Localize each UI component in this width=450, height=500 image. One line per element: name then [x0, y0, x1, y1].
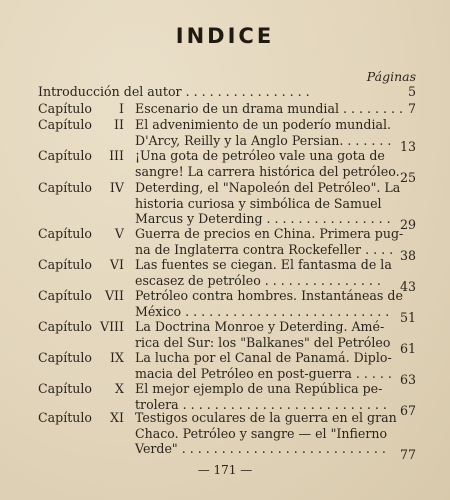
intro-entry-text: Introducción del autor . . . . . . . . . . . . . . . .: [38, 84, 310, 99]
chapter-number: VIII: [99, 319, 124, 334]
chapter-title-line: Escenario de un drama mundial . . . . . . . .: [135, 101, 404, 116]
chapter-number: V: [114, 226, 124, 241]
chapter-title-line: macia del Petróleo en post-guerra . . . . .: [135, 365, 392, 381]
chapter-page-number: 29: [399, 217, 416, 232]
chapter-title-line: Deterding, el "Napoleón del Petróleo". La: [135, 180, 401, 195]
chapter-page-number: 51: [399, 309, 416, 325]
page-number-footer: — 171 —: [197, 463, 253, 477]
chapter-number: I: [119, 101, 124, 116]
chapter-label: Capítulo: [38, 410, 93, 425]
chapter-title-line: Guerra de precios en China. Primera pug-: [135, 226, 404, 241]
chapter-page-number: 61: [399, 340, 416, 356]
chapter-title-line: sangre! La carrera histórica del petróleo. .: [135, 163, 408, 179]
chapter-number: II: [114, 117, 124, 132]
chapter-title-line: Verde" . . . . . . . . . . . . . . . . . . . . . . . . . .: [135, 441, 386, 456]
chapter-title-line: Marcus y Deterding . . . . . . . . . . . . . . . .: [135, 211, 391, 226]
chapter-title-line: ¡Una gota de petróleo vale una gota de: [135, 148, 385, 163]
chapter-label: Capítulo: [38, 180, 93, 195]
chapter-label: Capítulo: [38, 117, 93, 132]
chapter-title-line: La lucha por el Canal de Panamá. Diplo-: [135, 350, 392, 365]
chapter-number: VII: [104, 288, 124, 303]
chapter-page-number: 63: [399, 371, 416, 387]
page-title: INDICE: [175, 24, 275, 48]
chapter-label: Capítulo: [38, 101, 93, 116]
chapter-page-number: 7: [407, 101, 416, 116]
chapter-label: Capítulo: [38, 148, 93, 163]
chapter-page-number: 43: [399, 278, 416, 294]
chapter-title-line: rica del Sur: los "Balkanes" del Petróleo: [135, 334, 391, 350]
chapter-label: Capítulo: [38, 288, 93, 303]
chapter-page-number: 25: [399, 169, 416, 185]
chapter-title-line: Las fuentes se ciegan. El fantasma de la: [135, 257, 392, 272]
chapter-title-line: escasez de petróleo . . . . . . . . . . . . . . .: [135, 272, 381, 288]
chapter-title-line: Chaco. Petróleo y sangre — el "Infierno: [135, 425, 388, 441]
paginas-label: Páginas: [366, 69, 416, 84]
chapter-page-number: 77: [399, 447, 416, 462]
chapter-label: Capítulo: [38, 350, 93, 365]
chapter-number: VI: [109, 257, 124, 272]
chapter-title-line: D'Arcy, Reilly y la Anglo Persian. . . . . . .: [135, 132, 392, 148]
chapter-page-number: 67: [399, 402, 416, 418]
chapter-number: XI: [110, 410, 124, 425]
chapter-label: Capítulo: [38, 257, 93, 272]
chapter-number: III: [109, 148, 124, 163]
chapter-title-line: na de Inglaterra contra Rockefeller . . . .: [135, 241, 394, 257]
chapter-title-line: Petróleo contra hombres. Instantáneas de: [135, 288, 403, 303]
chapter-page-number: 38: [399, 247, 416, 263]
chapter-number: IV: [109, 180, 124, 195]
chapter-label: Capítulo: [38, 319, 93, 334]
chapter-title-line: historia curiosa y simbólica de Samuel: [135, 195, 382, 211]
chapter-number: X: [115, 381, 124, 396]
chapter-label: Capítulo: [38, 381, 93, 396]
chapter-title-line: La Doctrina Monroe y Deterding. Amé-: [135, 319, 385, 334]
chapter-title-line: trolera . . . . . . . . . . . . . . . . . . . . . . . . . .: [135, 396, 387, 412]
chapter-label: Capítulo: [38, 226, 93, 241]
chapter-page-number: 13: [399, 138, 416, 154]
chapter-title-line: México . . . . . . . . . . . . . . . . . . . . . . . . . .: [135, 303, 390, 319]
chapter-title-line: El advenimiento de un poderío mundial.: [135, 117, 392, 132]
chapter-title-line: Testigos oculares de la guerra en el gran: [135, 410, 397, 425]
chapter-title-line: El mejor ejemplo de una República pe-: [135, 381, 383, 396]
intro-entry-page: 5: [407, 84, 416, 99]
chapter-number: IX: [110, 350, 124, 365]
